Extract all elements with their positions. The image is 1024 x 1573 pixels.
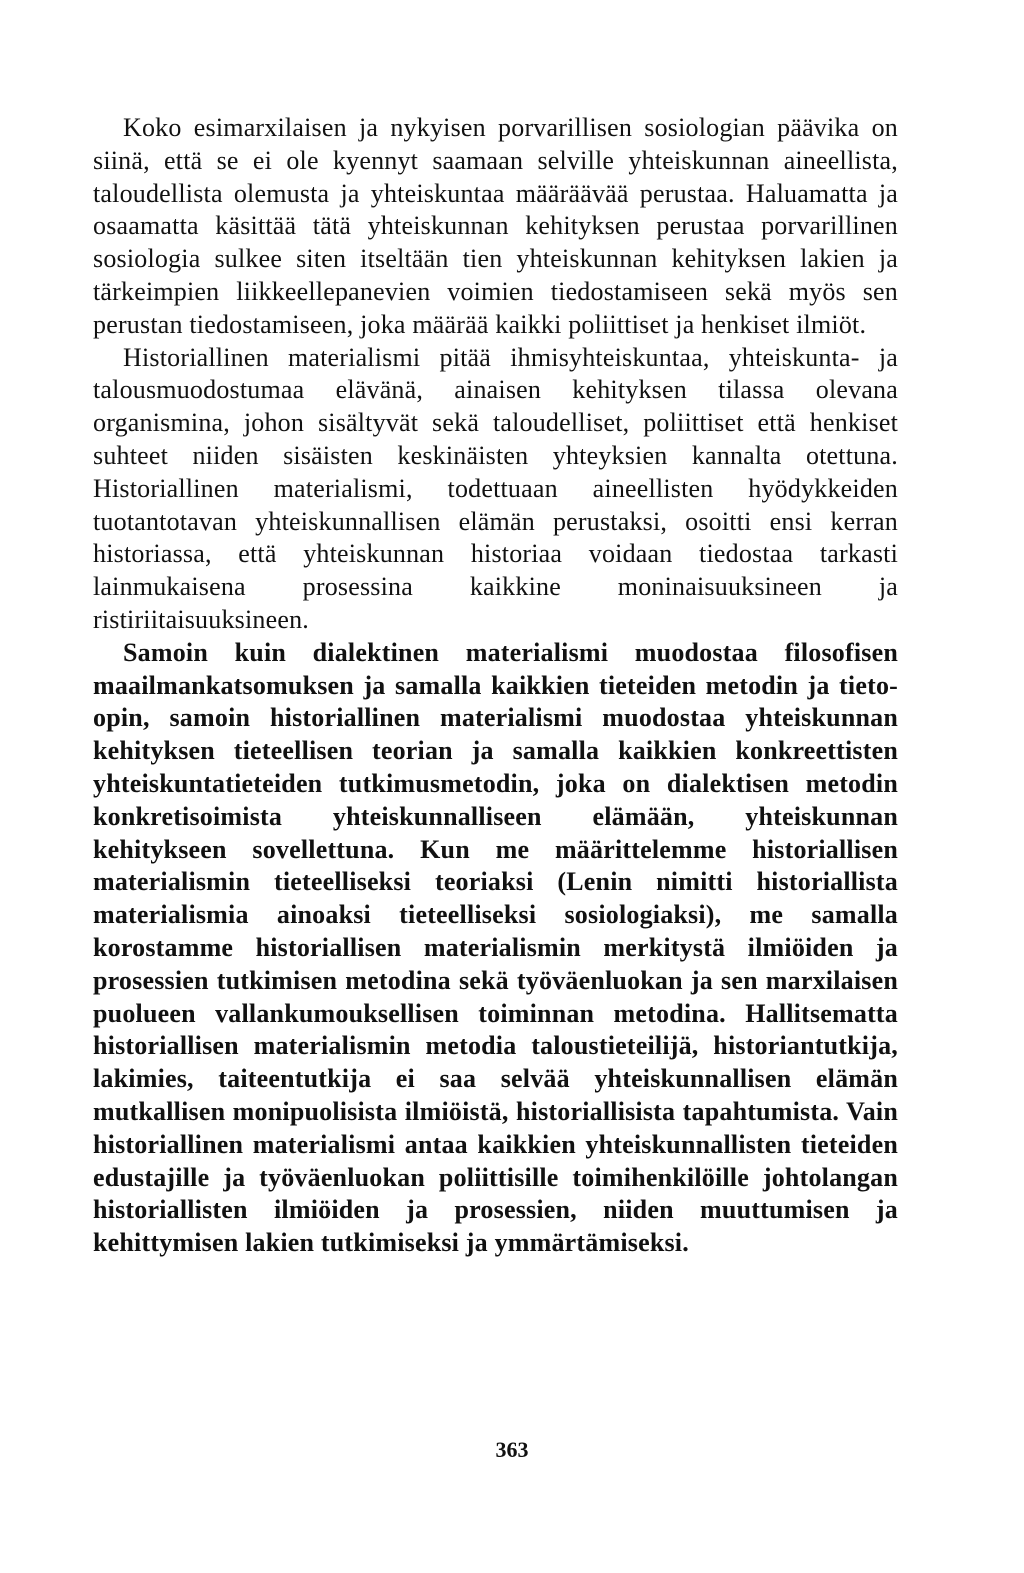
page-body <box>93 112 898 1260</box>
paragraph-2: Historiallinen materialismi pitää ihmisyhteiskuntaa, yhteiskunta- ja talousmuodostumaa elävänä, ainaisen kehityksen tilassa olevana organismina, johon sisältyvät sekä taloudelliset, poliittiset että henkiset suhteet niiden sisäisten keskinäisten yhteyksien kannalta otettuna. Historiallinen materialismi, todettuaan aineellisten hyödykkeiden tuotantotavan yhteiskunnallisen elämän perustaksi, osoitti ensi kerran historiassa, että yhteiskunnan historiaa voidaan tiedostaa tarkasti lainmukaisena prosessina kaikkine moninaisuuksineen ja ristiriitaisuuksineen. <box>93 342 898 634</box>
page-number: 363 <box>495 1437 529 1462</box>
paragraph-3: Samoin kuin dialektinen materialismi muodostaa filosofisen maailmankatsomuksen ja samalla kaikkien tieteiden metodin ja tieto-opin, samoin historiallinen materialismi muodostaa yhteiskunnan kehityksen tieteellisen teorian ja samalla kaikkien konkreettisten yhteiskuntatieteiden tutkimusmetodin, joka on dialektisen metodin konkretisoimista yhteiskunnalliseen elämään, yhteiskunnan kehitykseen sovellettuna. Kun me määrittelemme historiallisen materialismin tieteelliseksi teoriaksi (Lenin nimitti historiallista materialismia ainoaksi tieteelliseksi sosiologiaksi), me samalla korostamme historiallisen materialismin merkitystä ilmiöiden ja prosessien tutkimisen metodina sekä työväenluokan ja sen marxilaisen puolueen vallankumouksellisen toiminnan metodina. Hallitsematta historiallisen materialismin metodia taloustieteilijä, historiantutkija, lakimies, taiteentutkija ei saa selvää yhteiskunnallisen elämän mutkallisen monipuolisista ilmiöistä, historiallisista tapahtumista. Vain historiallinen materialismi antaa kaikkien yhteiskunnallisten tieteiden edustajille ja työväenluokan poliittisille toimihenkilöille johtolangan historiallisten ilmiöiden ja prosessien, niiden muuttumisen ja kehittymisen lakien tutkimiseksi ja ymmärtämiseksi. <box>93 637 898 1258</box>
paragraph-1: Koko esimarxilaisen ja nykyisen porvarillisen sosiologian päävika on siinä, että se ei ole kyennyt saamaan selville yhteiskunnan aineellista, taloudellista olemusta ja yhteiskuntaa määräävää perustaa. Haluamatta ja osaamatta käsittää tätä yhteiskunnan kehityksen perustaa porvarillinen sosiologia sulkee siten itseltään tien yhteiskunnan kehityksen lakien ja tärkeimpien liikkeellepanevien voimien tiedostamiseen sekä myös sen perustan tiedostamiseen, joka määrää kaikki poliittiset ja henkiset ilmiöt. <box>93 113 898 339</box>
